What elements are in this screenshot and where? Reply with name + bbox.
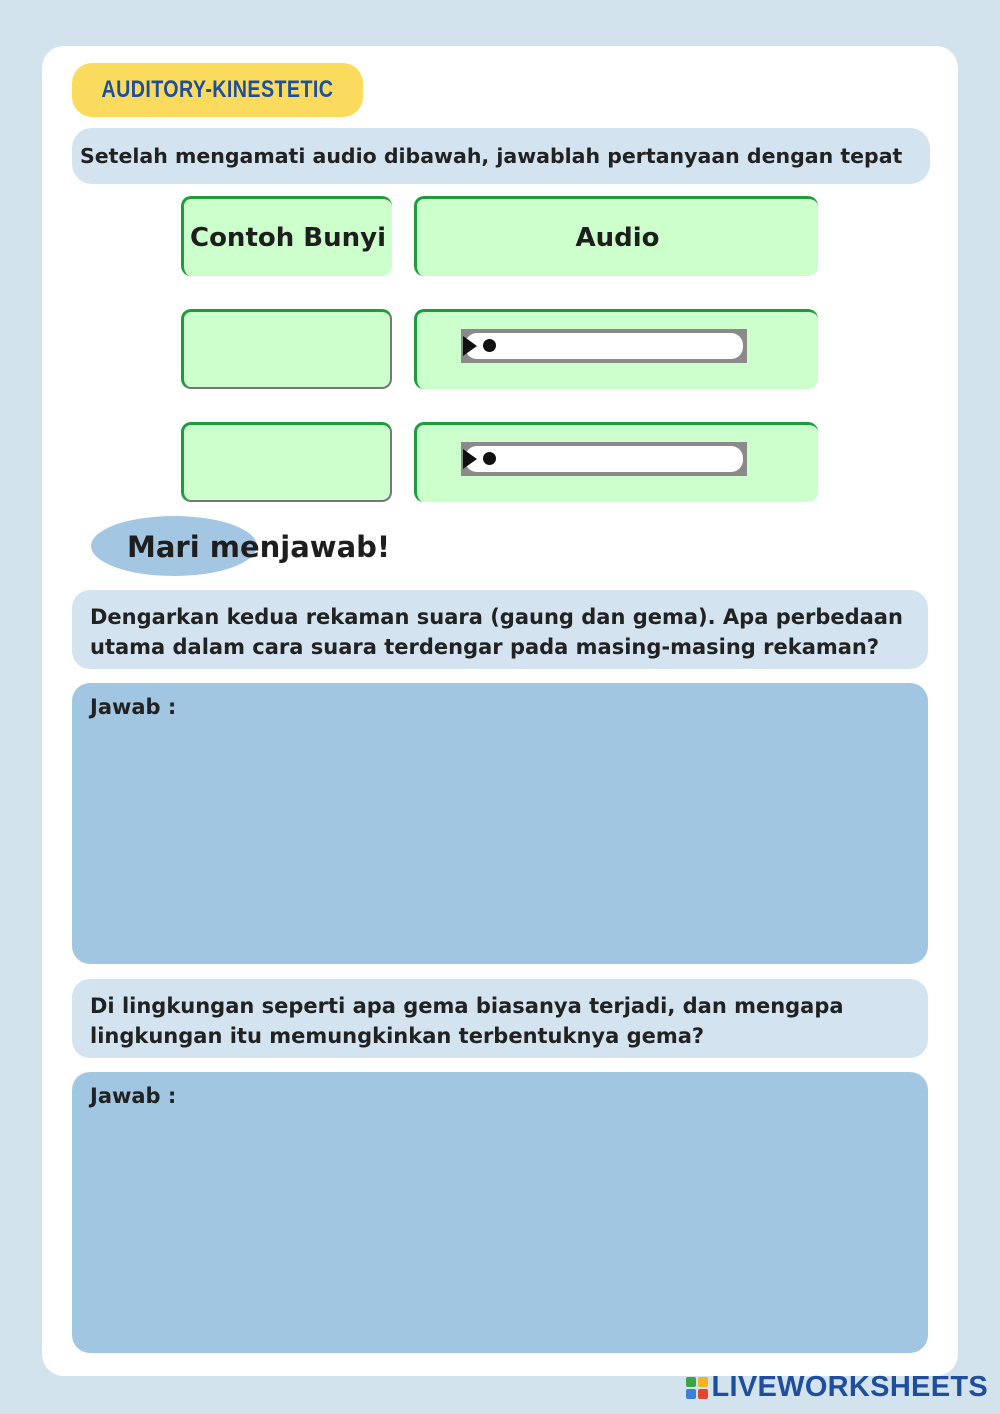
logo-square — [698, 1389, 708, 1399]
audio-progress-track[interactable] — [465, 333, 743, 359]
audio-cell-2 — [414, 422, 818, 502]
activity-badge-label: AUDITORY-KINESTETIC — [101, 76, 334, 103]
question-1-text: Dengarkan kedua rekaman suara (gaung dan gema). Apa perbedaan utama dalam cara suara terdengar pada masing-masing rekaman? — [72, 590, 928, 669]
question-2-text: Di lingkungan seperti apa gema biasanya terjadi, dan mengapa lingkungan itu memungkinkan terbentuknya gema? — [72, 979, 928, 1058]
liveworksheets-logo-icon — [686, 1377, 708, 1399]
logo-square — [686, 1377, 696, 1387]
answer-box-1 — [72, 683, 928, 964]
instruction-text: Setelah mengamati audio dibawah, jawablah pertanyaan dengan tepat — [72, 128, 930, 184]
footer-brand — [686, 1371, 989, 1404]
sound-example-input-1[interactable] — [181, 309, 392, 389]
table-header-sound-example: Contoh Bunyi — [181, 196, 392, 276]
audio-player-1[interactable] — [461, 329, 747, 363]
audio-cell-1 — [414, 309, 818, 389]
section-title: Mari menjawab! — [127, 530, 391, 564]
audio-seek-handle[interactable] — [483, 339, 496, 352]
play-icon[interactable] — [463, 336, 477, 356]
audio-seek-handle[interactable] — [483, 452, 496, 465]
answer-label-2: Jawab : — [90, 1084, 177, 1108]
answer-input-1[interactable] — [90, 731, 910, 948]
brand-name: LIVEWORKSHEETS — [711, 1371, 988, 1403]
answer-label-1: Jawab : — [90, 695, 177, 719]
table-header-audio: Audio — [414, 196, 818, 276]
play-icon[interactable] — [463, 449, 477, 469]
logo-square — [698, 1377, 708, 1387]
logo-square — [686, 1389, 696, 1399]
audio-progress-track[interactable] — [465, 446, 743, 472]
activity-badge — [72, 63, 363, 117]
answer-box-2 — [72, 1072, 928, 1353]
answer-input-2[interactable] — [90, 1120, 910, 1337]
sound-example-input-2[interactable] — [181, 422, 392, 502]
audio-player-2[interactable] — [461, 442, 747, 476]
